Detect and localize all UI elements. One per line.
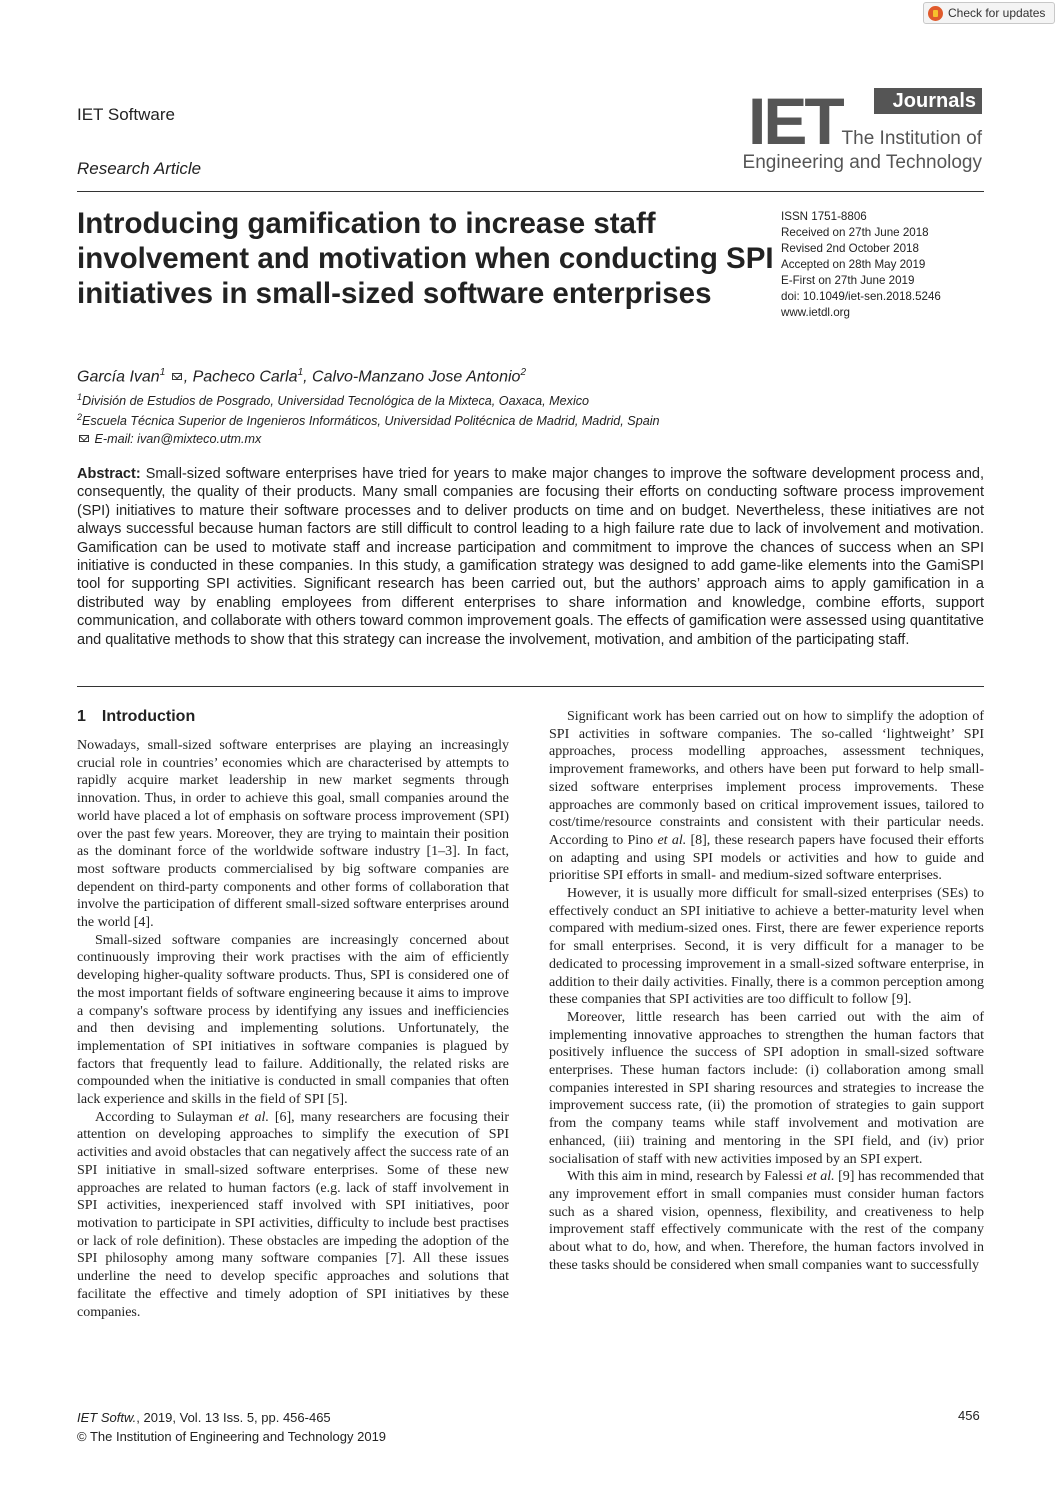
- page-number: 456: [958, 1408, 980, 1423]
- iet-logo-letters: IET: [748, 84, 842, 158]
- footer-volume: , 2019, Vol. 13 Iss. 5, pp. 456-465: [136, 1410, 331, 1425]
- affiliation-2-marker: 2: [77, 412, 83, 422]
- institution-name-line2: Engineering and Technology: [742, 152, 982, 173]
- section-title: Introduction: [101, 708, 196, 725]
- website-link[interactable]: www.ietdl.org: [781, 306, 850, 319]
- abstract: [77, 465, 984, 649]
- abstract-label: Abstract:: [77, 466, 141, 482]
- paragraph: [549, 708, 984, 885]
- paragraph-text: Significant work has been carried out on how to simplify the adoption of SPI activities in software companies. The so-called ‘lightweight’ SPI approaches, process modelling approaches, assessment techniques, improvement frameworks, and others have been put forward to help small-sized software enterprises implement process improvements. These approaches are commonly based on critical improvement issues, tailored to cost/time/resource constraints and consistent with their particular needs. According to Pino: [549, 709, 984, 848]
- affiliation-2-text: Escuela Técnica Superior de Ingenieros Informáticos, Universidad Politécnica de Madrid, Madrid, Spain: [82, 414, 660, 429]
- author-3-affil: 2: [520, 367, 526, 378]
- article-metadata: [781, 209, 986, 321]
- crossmark-icon: [928, 6, 943, 21]
- paragraph: However, it is usually more difficult for small-sized enterprises (SEs) to effectively conduct an SPI initiative to achieve a better-maturity level when compared with medium-sized ones. First, there are fewer experience reports for small enterprises. Second, it is very difficult for a manager to be dedicated to processing improvement in a small-sized software enterprise, in addition to their daily activities. Finally, there is a common perception among these companies that SPI activities are too difficult to follow [9].: [549, 886, 984, 1008]
- et-al: et al.: [806, 1169, 835, 1185]
- paragraph: Nowadays, small-sized software enterprises are playing an increasingly crucial role in countries’ economies which are characterised by attempts to rapidly acquire market leadership in new market segments through innovation. Thus, in order to achieve this goal, small companies around the world have placed a lot of emphasis on software process improvement (SPI) over the past few years. Moreover, they are trying to maintain their position as the dominant force of the worldwide software industry [1–3]. In fact, most software products commercialised by big software companies are dependent on third-party components and other forms of collaboration that involve the participation of different small-sized software enterprises around the world [4].: [77, 738, 509, 931]
- paragraph-text: [8], these research papers have focused their efforts on adapting and using SPI models or activities and how to guide and prioritise SPI efforts in small- and medium-sized software enterprises.: [549, 832, 984, 884]
- footer-journal-line: [77, 1408, 386, 1427]
- affiliation-1: [77, 392, 589, 408]
- issn: ISSN 1751-8806: [781, 210, 867, 223]
- paragraph: [77, 1109, 509, 1321]
- affiliation-2: [77, 412, 660, 428]
- accepted-date: Accepted on 28th May 2019: [781, 258, 926, 271]
- envelope-icon: [172, 373, 182, 380]
- abstract-divider: [77, 686, 984, 687]
- journals-badge: Journals: [874, 88, 982, 114]
- efirst-date: E-First on 27th June 2019: [781, 274, 915, 287]
- paragraph-text: With this aim in mind, research by Falessi: [567, 1169, 807, 1185]
- check-for-updates-label: Check for updates: [948, 6, 1046, 20]
- paragraph: Moreover, little research has been carried out with the aim of implementing innovative approaches to strengthen the human factors that positively influence the success of SPI adoption in small-sized software enterprises. These human factors include: (i) collaboration among small companies interested in SPI sharing resources and strategies to increase the improvement success rate, (ii) the promotion of strategies to gain support from the company teams while staff involvement and motivation are enhanced, (iii) training and mentoring in the SPI field, and (iv) prior socialisation of staff with new activities imposed by an SPI expert.: [549, 1009, 984, 1167]
- author-2-affil: 1: [297, 367, 304, 378]
- section-heading: [77, 708, 211, 726]
- doi-link[interactable]: doi: 10.1049/iet-sen.2018.5246: [781, 290, 941, 303]
- check-for-updates-button[interactable]: [923, 2, 1055, 24]
- footer-citation: [77, 1408, 386, 1446]
- paragraph-text: According to Sulayman: [95, 1109, 239, 1125]
- email-envelope-icon: [79, 435, 89, 442]
- footer-journal-abbr: IET Softw.: [77, 1410, 137, 1425]
- footer-copyright: © The Institution of Engineering and Technology 2019: [77, 1429, 387, 1444]
- author-1-affil: 1: [159, 367, 166, 378]
- section-number: 1: [77, 708, 86, 725]
- body-column-right: [549, 708, 984, 1275]
- email-text[interactable]: E-mail: ivan@mixteco.utm.mx: [94, 432, 262, 446]
- header-divider: [77, 191, 984, 192]
- author-3: , Calvo-Manzano Jose Antonio: [303, 368, 521, 386]
- paragraph-text: [6], many researchers are focusing their attention on developing approaches to simplify the execution of SPI activities and avoid obstacles that can negatively affect the success rate of an SPI initiative in small-sized software enterprises. Some of these new approaches are related to human factors (e.g. lack of staff involvement in SPI activities, inexperienced staff involved with SPI initiatives, poor motivation to participate in SPI activities, difficulty to include best practises or lack of role definition). These obstacles are impeding the adoption of the SPI philosophy among many software companies [7]. All these issues underline the need to develop specific approaches and solutions that facilitate the effective and timely adoption of SPI initiatives by these companies.: [77, 1109, 509, 1320]
- paragraph: [549, 1168, 984, 1274]
- article-title: Introducing gamification to increase staff involvement and motivation when conducting SPI initiatives in small-sized software enterprises: [77, 207, 774, 310]
- affiliation-1-marker: 1: [77, 392, 83, 402]
- abstract-text: Small-sized software enterprises have tried for years to make major changes to improve the software development process and, consequently, the quality of their products. Many small companies are focusing their efforts on conducting software process improvement (SPI) initiatives to mature their software processes and to deliver products on time and on budget. Nevertheless, these initiatives are not always successful because human factors are still difficult to control leading to a high failure rate due to lack of involvement and motivation. Gamification can be used to motivate staff and increase participation and commitment to improve the chances of success when an SPI initiative is conducted in these companies. In this study, a gamification strategy was designed to add game-like elements into the GamiSPI tool for supporting SPI activities. Significant research has been carried out, but the authors’ approach aims to apply gamification in a distributed way by enabling employees from different enterprises to share information and knowledge, combine efforts, support communication, and collaborate with others toward common improvement goals. The effects of gamification were assessed using quantitative and qualitative methods to show that this strategy can increase the involvement, motivation, and ambition of the participating staff.: [77, 466, 985, 648]
- author-list: [77, 367, 526, 386]
- corresponding-email: [77, 432, 261, 446]
- affiliation-1-text: División de Estudios de Posgrado, Universidad Tecnológica de la Mixteca, Oaxaca, Mexico: [82, 394, 590, 409]
- institution-name-line1: The Institution of: [841, 128, 982, 149]
- received-date: Received on 27th June 2018: [781, 226, 929, 239]
- paragraph: Small-sized software companies are increasingly concerned about continuously improving their work practises with the aim of efficiently developing higher-quality software products. Thus, SPI is considered one of the most important fields of software engineering because it aims to improve a company's software process by identifying any issues and inefficiencies and then devising and implementing solutions. Unfortunately, the implementation of SPI initiatives in software companies is plagued by factors that frequently lead to failure. Additionally, the related risks are compounded when the initiative is conducted in small companies that often lack experience and skills in the field of SPI [5].: [77, 932, 509, 1108]
- paragraph-text: [9] has recommended that any improvement effort in small companies must consider human factors such as a shared vision, openness, flexibility, and creativeness to help improvement staff effectively communicate with the rest of the company about what to do, how, and when. Therefore, the human factors involved in these tasks should be considered when small companies want to successfully: [549, 1169, 985, 1273]
- author-1: García Ivan: [77, 368, 160, 386]
- body-column-left: [77, 737, 509, 1321]
- journal-name: IET Software: [77, 105, 175, 124]
- author-2: , Pacheco Carla: [183, 368, 298, 386]
- et-al: et al.: [657, 832, 687, 848]
- revised-date: Revised 2nd October 2018: [781, 242, 919, 255]
- et-al: et al.: [238, 1109, 269, 1125]
- iet-journals-logo: [742, 84, 984, 176]
- article-type: Research Article: [77, 159, 202, 178]
